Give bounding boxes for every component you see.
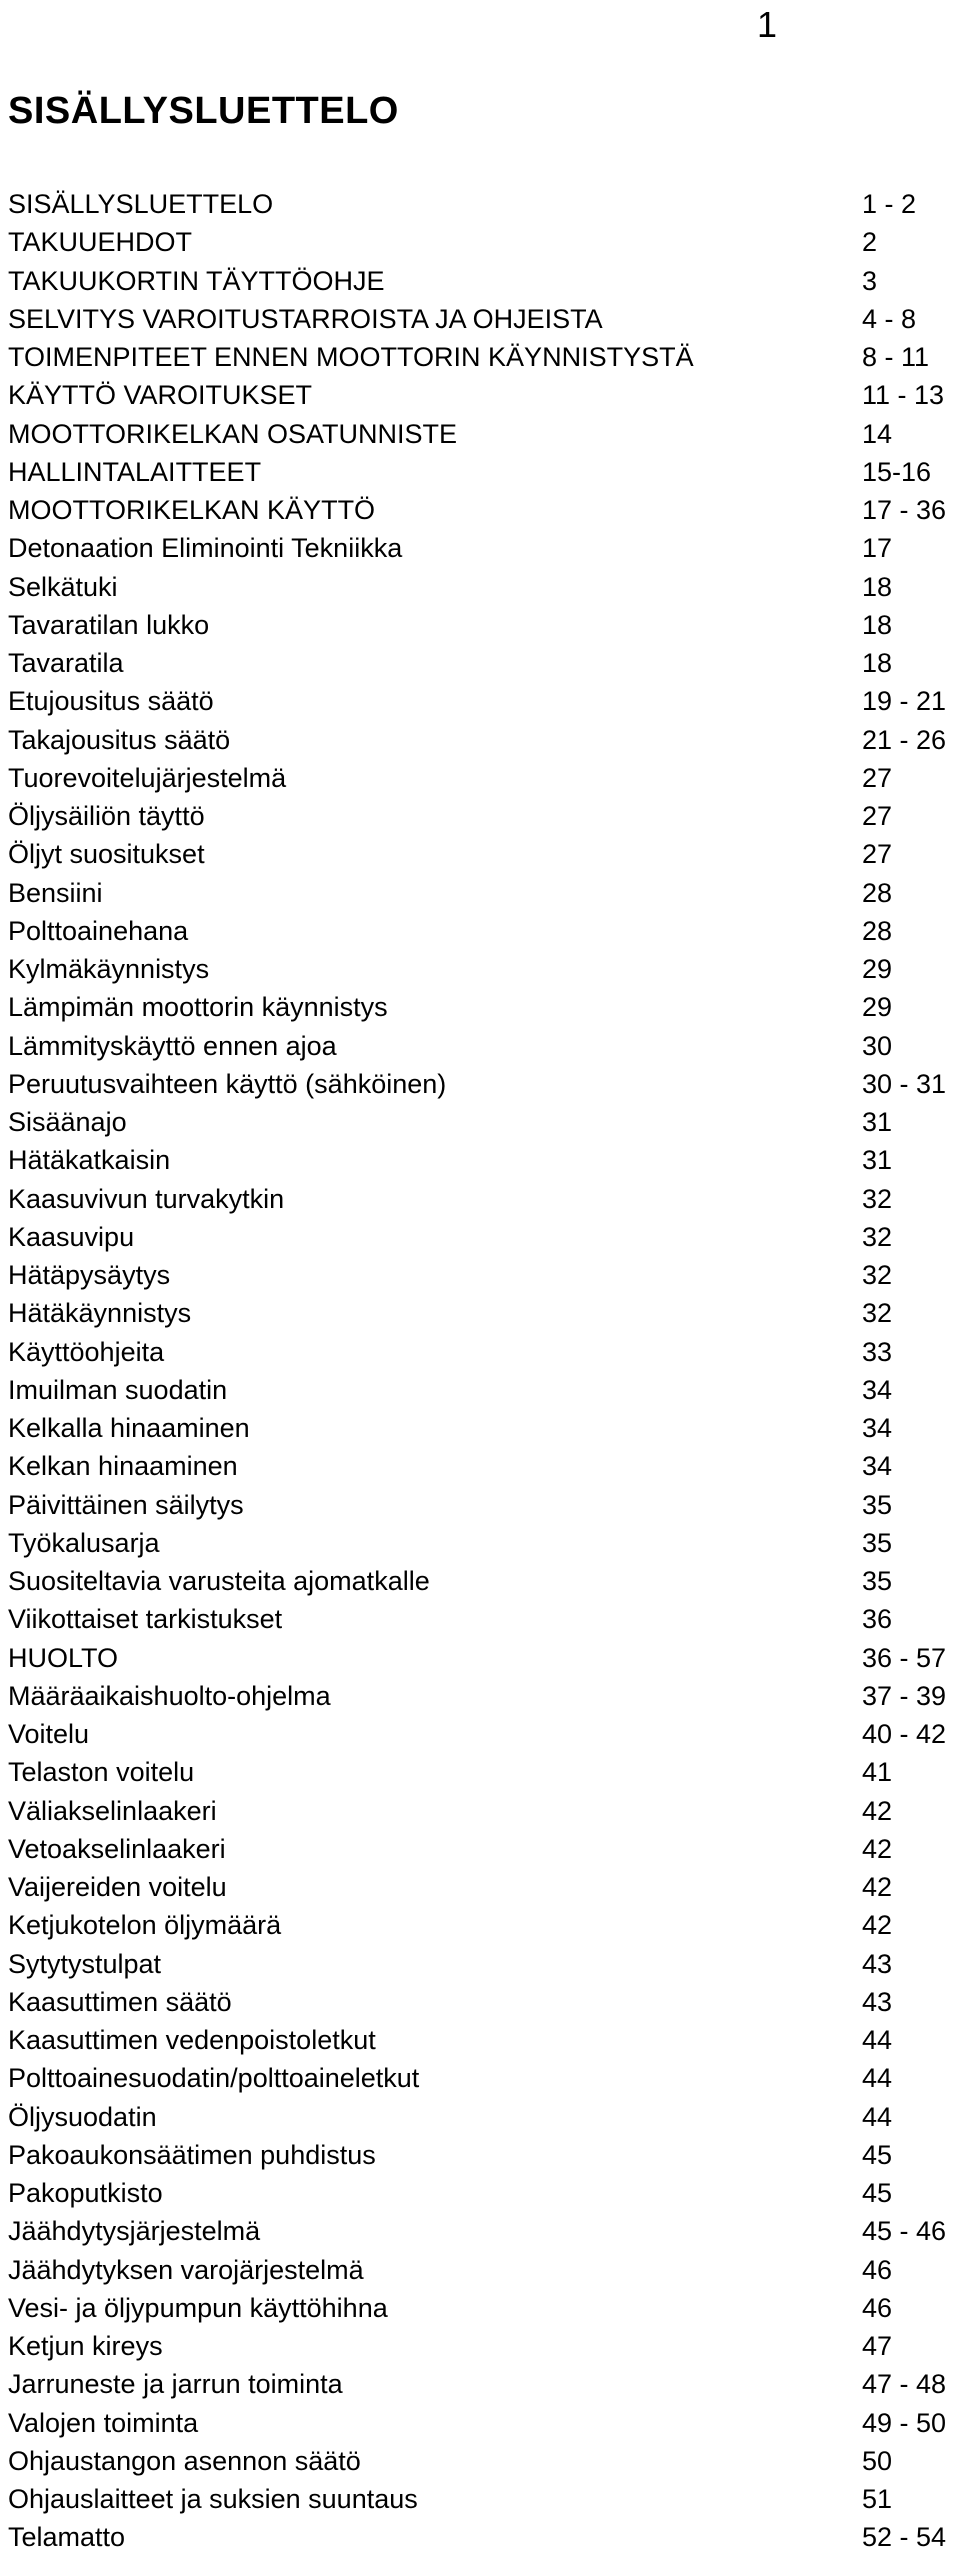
toc-entry <box>8 1792 953 1830</box>
toc-entry-title: SISÄLLYSLUETTELO <box>8 189 274 219</box>
toc-entry-title: Tavaratila <box>8 648 124 678</box>
toc-entry-title: Päivittäinen säilytys <box>8 1489 244 1520</box>
toc-entry-title: Vetoakselinlaakeri <box>8 1833 226 1864</box>
toc-entry <box>8 950 953 988</box>
toc-entry-title: HUOLTO <box>8 1642 119 1673</box>
toc-entry <box>8 2098 953 2136</box>
toc-entry <box>8 1639 953 1677</box>
toc-entry-title: Kylmäkäynnistys <box>8 954 210 984</box>
toc-entry-title: MOOTTORIKELKAN OSATUNNISTE <box>8 418 458 449</box>
toc-entry-page: 1 - 2 <box>862 189 917 219</box>
toc-entry-page: 17 - 36 <box>862 495 947 525</box>
toc-entry-title: Öljysäiliön täyttö <box>8 801 205 831</box>
toc-entry <box>8 262 953 300</box>
toc-entry-page: 35 <box>862 1566 893 1596</box>
toc-entry-title: TOIMENPITEET ENNEN MOOTTORIN KÄYNNISTYSTÄ <box>8 342 694 372</box>
toc-entry-page: 18 <box>862 609 893 640</box>
toc-entry <box>8 644 953 682</box>
toc-entry-page: 28 <box>862 915 893 946</box>
toc-entry-page: 42 <box>862 1872 893 1902</box>
toc-entry-page: 34 <box>862 1451 893 1482</box>
toc-entry <box>8 2518 953 2556</box>
toc-entry-title: Kaasuttimen säätö <box>8 1986 232 2017</box>
toc-entry <box>8 1906 953 1944</box>
toc-entry-page: 52 - 54 <box>862 2522 947 2553</box>
toc-entry-page: 46 <box>862 2254 893 2285</box>
toc-entry-page: 42 <box>862 1833 893 1864</box>
toc-entry <box>8 1103 953 1141</box>
toc-entry-title: Bensiini <box>8 877 103 908</box>
toc-entry-page: 32 <box>862 1183 893 1214</box>
toc-entry <box>8 797 953 835</box>
toc-entry-page: 17 <box>862 533 893 564</box>
toc-entry-page: 2 <box>862 227 878 258</box>
toc-entry <box>8 1447 953 1485</box>
toc-entry <box>8 1180 953 1218</box>
toc-entry-title: Polttoainehana <box>8 915 189 946</box>
toc-entry-title: Lämpimän moottorin käynnistys <box>8 992 388 1023</box>
toc-entry-title: Jäähdytysjärjestelmä <box>8 2216 261 2247</box>
toc-entry-title: Öljyt suositukset <box>8 839 205 870</box>
toc-entry <box>8 2136 953 2174</box>
toc-entry-page: 35 <box>862 1527 893 1558</box>
toc-entry <box>8 1409 953 1447</box>
toc-entry <box>8 1218 953 1256</box>
toc-entry-title: Jäähdytyksen varojärjestelmä <box>8 2254 364 2285</box>
toc-entry <box>8 300 953 338</box>
toc-entry <box>8 223 953 261</box>
toc-entry-title: Käyttöohjeita <box>8 1336 165 1367</box>
toc-entry-page: 11 - 13 <box>862 380 945 411</box>
toc-entry-page: 14 <box>862 418 893 449</box>
toc-entry-title: Imuilman suodatin <box>8 1374 228 1405</box>
toc-entry-title: Valojen toiminta <box>8 2407 199 2438</box>
table-of-contents <box>8 185 953 2557</box>
toc-entry-page: 31 <box>862 1107 893 1137</box>
toc-entry-page: 32 <box>862 1221 893 1252</box>
toc-entry-page: 45 - 46 <box>862 2216 947 2247</box>
toc-entry-title: MOOTTORIKELKAN KÄYTTÖ <box>8 495 376 525</box>
toc-entry <box>8 682 953 720</box>
toc-entry <box>8 1524 953 1562</box>
toc-entry-page: 45 <box>862 2178 893 2208</box>
toc-entry <box>8 835 953 873</box>
toc-entry-title: Lämmityskäyttö ennen ajoa <box>8 1030 337 1061</box>
toc-entry-title: Kelkan hinaaminen <box>8 1451 238 1482</box>
toc-entry <box>8 2442 953 2480</box>
toc-entry <box>8 2480 953 2518</box>
toc-entry-title: Pakoaukonsäätimen puhdistus <box>8 2139 376 2170</box>
toc-entry-title: Detonaation Eliminointi Tekniikka <box>8 533 403 564</box>
toc-entry-title: Määräaikaishuolto-ohjelma <box>8 1680 331 1711</box>
toc-entry-page: 35 <box>862 1489 893 1520</box>
toc-entry-page: 27 <box>862 762 893 793</box>
toc-entry-page: 21 - 26 <box>862 724 947 755</box>
toc-entry-title: Tavaratilan lukko <box>8 609 210 640</box>
toc-entry-page: 37 - 39 <box>862 1680 947 1711</box>
toc-entry <box>8 568 953 606</box>
toc-entry <box>8 2404 953 2442</box>
toc-entry-title: Ohjaustangon asennon säätö <box>8 2445 361 2476</box>
toc-entry-title: Etujousitus säätö <box>8 686 214 717</box>
toc-entry-page: 36 <box>862 1604 893 1635</box>
toc-entry-title: Voitelu <box>8 1719 90 1749</box>
toc-entry-page: 18 <box>862 571 893 602</box>
toc-entry <box>8 759 953 797</box>
toc-entry-page: 44 <box>862 2025 893 2055</box>
toc-entry-title: Öljysuodatin <box>8 2101 157 2132</box>
toc-entry-title: SELVITYS VAROITUSTARROISTA JA OHJEISTA <box>8 303 603 334</box>
toc-entry <box>8 1333 953 1371</box>
toc-entry-title: Hätäkäynnistys <box>8 1298 192 1329</box>
toc-entry-title: Kelkalla hinaaminen <box>8 1413 250 1443</box>
toc-entry-title: Telamatto <box>8 2522 126 2553</box>
toc-entry-page: 8 - 11 <box>862 342 930 372</box>
toc-entry <box>8 2212 953 2250</box>
toc-entry-title: Jarruneste ja jarrun toiminta <box>8 2369 343 2400</box>
toc-entry-page: 47 - 48 <box>862 2369 947 2400</box>
toc-entry-page: 49 - 50 <box>862 2407 947 2438</box>
toc-entry-title: Suositeltavia varusteita ajomatkalle <box>8 1566 430 1596</box>
toc-entry-page: 28 <box>862 877 893 908</box>
toc-entry-title: Sytytystulpat <box>8 1948 162 1979</box>
toc-entry <box>8 606 953 644</box>
toc-entry <box>8 1562 953 1600</box>
toc-entry-title: Kaasuvipu <box>8 1221 135 1252</box>
toc-entry-page: 46 <box>862 2292 893 2323</box>
toc-entry <box>8 1371 953 1409</box>
toc-entry <box>8 1945 953 1983</box>
toc-entry-title: Polttoainesuodatin/polttoaineletkut <box>8 2063 420 2094</box>
toc-entry-page: 3 <box>862 265 878 296</box>
toc-entry <box>8 2289 953 2327</box>
toc-entry-page: 4 - 8 <box>862 303 917 334</box>
toc-entry-title: Kaasuttimen vedenpoistoletkut <box>8 2025 376 2055</box>
toc-entry-title: Telaston voitelu <box>8 1757 195 1788</box>
toc-entry-page: 32 <box>862 1260 893 1290</box>
toc-entry-page: 32 <box>862 1298 893 1329</box>
toc-entry <box>8 1830 953 1868</box>
toc-entry-title: Väliakselinlaakeri <box>8 1795 217 1826</box>
toc-entry-title: Peruutusvaihteen käyttö (sähköinen) <box>8 1068 447 1099</box>
toc-entry-page: 43 <box>862 1986 893 2017</box>
toc-entry <box>8 1753 953 1791</box>
toc-entry-title: Sisäänajo <box>8 1107 127 1137</box>
toc-entry-page: 30 <box>862 1030 893 1061</box>
page-number: 1 <box>757 4 778 45</box>
toc-entry-page: 30 - 31 <box>862 1068 947 1099</box>
toc-entry <box>8 1141 953 1179</box>
toc-entry-page: 47 <box>862 2331 893 2361</box>
toc-entry <box>8 1027 953 1065</box>
toc-entry-page: 43 <box>862 1948 893 1979</box>
toc-entry-title: Hätäkatkaisin <box>8 1145 171 1176</box>
toc-entry <box>8 2059 953 2097</box>
toc-entry-title: KÄYTTÖ VAROITUKSET <box>8 380 313 411</box>
toc-entry-title: TAKUUKORTIN TÄYTTÖOHJE <box>8 265 385 296</box>
toc-entry <box>8 1294 953 1332</box>
toc-entry <box>8 453 953 491</box>
toc-entry <box>8 1677 953 1715</box>
toc-entry <box>8 1983 953 2021</box>
toc-entry-page: 51 <box>862 2484 893 2514</box>
toc-entry-page: 50 <box>862 2445 893 2476</box>
toc-entry <box>8 1868 953 1906</box>
toc-entry <box>8 988 953 1026</box>
toc-entry-page: 31 <box>862 1145 893 1176</box>
toc-entry-title: Ketjukotelon öljymäärä <box>8 1910 282 1941</box>
toc-entry-title: Viikottaiset tarkistukset <box>8 1604 283 1635</box>
toc-entry-title: Vesi- ja öljypumpun käyttöhihna <box>8 2292 388 2323</box>
toc-entry-title: Vaijereiden voitelu <box>8 1872 227 1902</box>
toc-entry-page: 36 - 57 <box>862 1642 947 1673</box>
toc-entry-title: Ohjauslaitteet ja suksien suuntaus <box>8 2484 418 2514</box>
toc-entry <box>8 1486 953 1524</box>
toc-entry-page: 18 <box>862 648 893 678</box>
toc-entry-title: Kaasuvivun turvakytkin <box>8 1183 285 1214</box>
toc-entry <box>8 874 953 912</box>
toc-entry-page: 45 <box>862 2139 893 2170</box>
toc-entry-title: Ketjun kireys <box>8 2331 163 2361</box>
toc-entry <box>8 721 953 759</box>
toc-entry <box>8 2021 953 2059</box>
toc-entry-page: 40 - 42 <box>862 1719 947 1749</box>
toc-entry-page: 19 - 21 <box>862 686 947 717</box>
toc-entry <box>8 1065 953 1103</box>
toc-entry <box>8 529 953 567</box>
toc-entry-title: TAKUUEHDOT <box>8 227 193 258</box>
toc-entry <box>8 415 953 453</box>
toc-entry-title: HALLINTALAITTEET <box>8 456 262 487</box>
toc-entry <box>8 1256 953 1294</box>
toc-entry-page: 33 <box>862 1336 893 1367</box>
toc-entry-page: 29 <box>862 992 893 1023</box>
toc-entry-title: Selkätuki <box>8 571 118 602</box>
toc-entry <box>8 2251 953 2289</box>
toc-entry <box>8 376 953 414</box>
toc-entry <box>8 2365 953 2403</box>
toc-entry <box>8 1600 953 1638</box>
toc-entry-page: 27 <box>862 839 893 870</box>
toc-entry <box>8 2327 953 2365</box>
toc-entry-title: Työkalusarja <box>8 1527 160 1558</box>
toc-entry-page: 44 <box>862 2063 893 2094</box>
toc-entry <box>8 338 953 376</box>
toc-entry <box>8 912 953 950</box>
toc-entry <box>8 1715 953 1753</box>
toc-entry-page: 34 <box>862 1374 893 1405</box>
toc-entry-page: 15-16 <box>862 456 932 487</box>
toc-entry-page: 34 <box>862 1413 893 1443</box>
toc-entry-page: 44 <box>862 2101 893 2132</box>
toc-entry-title: Takajousitus säätö <box>8 724 231 755</box>
toc-entry-title: Hätäpysäytys <box>8 1260 171 1290</box>
toc-entry <box>8 491 953 529</box>
toc-entry-page: 41 <box>862 1757 893 1788</box>
toc-entry-page: 29 <box>862 954 893 984</box>
toc-entry-title: Tuorevoitelujärjestelmä <box>8 762 287 793</box>
document-title: SISÄLLYSLUETTELO <box>8 90 399 132</box>
toc-entry-title: Pakoputkisto <box>8 2178 163 2208</box>
toc-entry <box>8 185 953 223</box>
toc-entry <box>8 2174 953 2212</box>
toc-entry-page: 42 <box>862 1910 893 1941</box>
toc-entry-page: 27 <box>862 801 893 831</box>
toc-entry-page: 42 <box>862 1795 893 1826</box>
